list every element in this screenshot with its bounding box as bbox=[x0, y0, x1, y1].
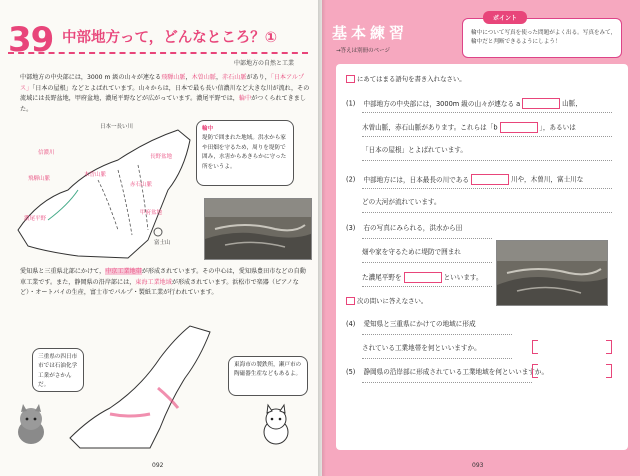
question-4-line-1 bbox=[346, 320, 476, 329]
guide-dots bbox=[362, 160, 612, 161]
point-text: 輪中について写真を使った問題がよく出る。写真をみて，輪中だと判断できるようにしよう！ bbox=[471, 30, 617, 45]
guide-dots bbox=[362, 212, 612, 213]
question-3-line-2: 畑や家を守るために堤防で囲まれ bbox=[362, 248, 461, 256]
q4-text-a: 愛知県と三重県にかけての地域に形成 bbox=[363, 320, 476, 328]
answer-reference: →答えは別冊のページ bbox=[336, 48, 390, 54]
right-page-number: 093 bbox=[472, 462, 484, 469]
tokai-note-bubble: 東海市の製鉄所，瀬戸市の陶磁器生産などもあるよ。 bbox=[228, 356, 308, 396]
blank-box-icon bbox=[346, 297, 355, 305]
guide-dots bbox=[362, 334, 512, 335]
map-label-kofu: 甲府盆地 bbox=[140, 210, 163, 216]
section2-heading-text: 次の問いに答えなさい。 bbox=[357, 297, 428, 305]
para1-segment: 飛騨山脈 bbox=[161, 74, 186, 81]
answer-bracket-5-right[interactable] bbox=[606, 364, 612, 378]
chubu-map bbox=[8, 120, 196, 262]
section-tag: 中部地方の自然と工業 bbox=[234, 60, 295, 67]
para1-segment: 「日本の屋根」などとよばれています。山々からは，日本で最も長い信濃川など大きな川が流れ，その流域には長野盆地，甲府盆地，濃尾平野などが広がっています。濃尾平野では， bbox=[20, 84, 310, 103]
wajuu-aerial-photo bbox=[204, 198, 312, 260]
right-page bbox=[322, 0, 640, 476]
para1-segment: ， bbox=[215, 74, 223, 81]
q3-text-c: といいます。 bbox=[443, 273, 483, 282]
point-tag: ポイント bbox=[483, 11, 527, 24]
wajuu-photo-question bbox=[496, 240, 608, 306]
answer-bracket-4-left[interactable] bbox=[532, 340, 538, 354]
map-label-fuji: 富士山 bbox=[154, 240, 171, 246]
map-label-akaishi: 赤石山脈 bbox=[130, 182, 153, 188]
answer-box-1a[interactable] bbox=[522, 98, 560, 109]
q1-text-a: 中部地方の中央部には，3000m 級の山々が連なる a bbox=[363, 99, 521, 108]
industry-paragraph bbox=[20, 267, 310, 299]
point-box bbox=[462, 15, 622, 58]
map-label-kiso: 木曽山脈 bbox=[84, 172, 107, 178]
para1-segment: 木曽山脈 bbox=[191, 74, 216, 81]
q2-text-a: 中部地方には，日本最長の川である bbox=[363, 175, 469, 184]
white-cat-mascot-icon bbox=[258, 402, 294, 446]
answer-box-1b[interactable] bbox=[500, 122, 538, 133]
answer-bracket-4-right[interactable] bbox=[606, 340, 612, 354]
answer-box-2[interactable] bbox=[471, 174, 509, 185]
guide-dots bbox=[362, 238, 492, 239]
q5-number: (5) bbox=[346, 368, 356, 376]
para1-segment: 「日本アルプス」 bbox=[20, 74, 305, 92]
question-3-line-1 bbox=[346, 224, 462, 233]
q2-number: (2) bbox=[346, 175, 356, 184]
section1-heading bbox=[346, 74, 466, 83]
aerial-photo-image bbox=[497, 241, 608, 306]
para2-segment: 愛知県と三重県北部にかけて， bbox=[20, 268, 106, 275]
para2-segment: が形成されています。その中心は，愛知県豊田市などの自動車工業です。また，静岡県の沿岸部には， bbox=[20, 268, 306, 286]
map-label-nagano: 長野盆地 bbox=[150, 154, 173, 160]
section2-heading bbox=[346, 296, 427, 305]
para1-segment: 輪中 bbox=[238, 95, 252, 103]
answer-bracket-5-left[interactable] bbox=[532, 364, 538, 378]
question-3-line-3 bbox=[362, 272, 483, 283]
q4-number: (4) bbox=[346, 320, 356, 328]
map-label-shinano: 信濃川 bbox=[38, 150, 55, 156]
wajuu-note-text: 堤防で囲まれた地域。洪水から家や田畑を守るため，周りを堤防で囲み，水害からあきらかに守った所をいうよ。 bbox=[202, 135, 287, 170]
para2-segment: 東海工業地域 bbox=[135, 278, 172, 286]
question-1-line-2 bbox=[362, 122, 576, 133]
para2-segment: 中京工業地帯 bbox=[105, 268, 142, 275]
question-1-line-1 bbox=[346, 98, 582, 109]
guide-dots bbox=[362, 262, 492, 263]
lesson-title: 中部地方って，どんなところ？① bbox=[62, 30, 277, 46]
q1-text-c: 木曽山脈，赤石山脈があります。これらは「b bbox=[362, 123, 498, 132]
map-label-nobi: 濃尾平野 bbox=[24, 216, 47, 222]
q5-text: 静岡県の沿岸部に形成されている工業地域を何といいますか。 bbox=[363, 368, 549, 376]
guide-dots bbox=[362, 382, 532, 383]
map-label-longest-river: 日本一長い川 bbox=[100, 124, 134, 130]
para1-segment: があり， bbox=[246, 74, 271, 81]
question-1-line-3: 「日本の屋根」とよばれています。 bbox=[362, 146, 467, 154]
question-2-line-1 bbox=[346, 174, 583, 185]
question-2-line-2: どの大河が流れています。 bbox=[362, 198, 441, 206]
para1-segment: ， bbox=[185, 74, 192, 81]
para1-segment: 赤石山脈 bbox=[222, 74, 247, 81]
q1-text-b: 山脈， bbox=[562, 99, 582, 108]
q1-text-d: 」，あるいは bbox=[539, 123, 576, 132]
guide-dots bbox=[362, 136, 612, 137]
section1-heading-text: にあてはまる語句を書き入れなさい。 bbox=[357, 75, 466, 83]
wajuu-note-bubble bbox=[196, 120, 294, 186]
para2-segment: が形成されています。浜松市で楽器（ピアノなど）・オートバイの生産，富士市でパルプ・製紙工業が行われています。 bbox=[20, 278, 299, 297]
yokkaichi-note-bubble: 三重県の四日市市では石油化学工業がさかんだ。 bbox=[32, 348, 84, 392]
para1-segment: 中部地方の中央部には，3000 m 級の山々が連なる bbox=[20, 74, 162, 81]
question-5 bbox=[346, 368, 548, 377]
para1-segment: がつくられてきました。 bbox=[20, 95, 306, 113]
q3-number: (3) bbox=[346, 224, 356, 232]
map-label-hida: 飛騨山脈 bbox=[28, 176, 51, 182]
cat-mascot-icon bbox=[12, 402, 50, 446]
guide-dots bbox=[362, 112, 612, 113]
wajuu-note-title: 輪中 bbox=[202, 126, 214, 132]
blank-box-icon bbox=[346, 75, 355, 83]
answer-box-3[interactable] bbox=[404, 272, 442, 283]
book-gutter bbox=[318, 0, 326, 476]
q1-number: (1) bbox=[346, 99, 356, 108]
guide-dots bbox=[362, 188, 612, 189]
q2-text-b: 川や，木曽川，富士川な bbox=[510, 175, 584, 184]
aerial-photo-image bbox=[205, 199, 312, 260]
guide-dots bbox=[362, 358, 512, 359]
exercise-title: 基本練習 bbox=[332, 24, 409, 42]
title-divider bbox=[8, 52, 308, 54]
q3-text-b: た濃尾平野を bbox=[362, 273, 402, 282]
question-4-line-2: されている工業地帯を何といいますか。 bbox=[362, 344, 481, 352]
guide-dots bbox=[362, 286, 492, 287]
lesson-number: 39 bbox=[8, 20, 54, 60]
q3-text-a: 右の写真にみられる，洪水から田 bbox=[363, 224, 463, 232]
left-page-number: 092 bbox=[152, 462, 164, 469]
intro-paragraph bbox=[20, 73, 310, 115]
